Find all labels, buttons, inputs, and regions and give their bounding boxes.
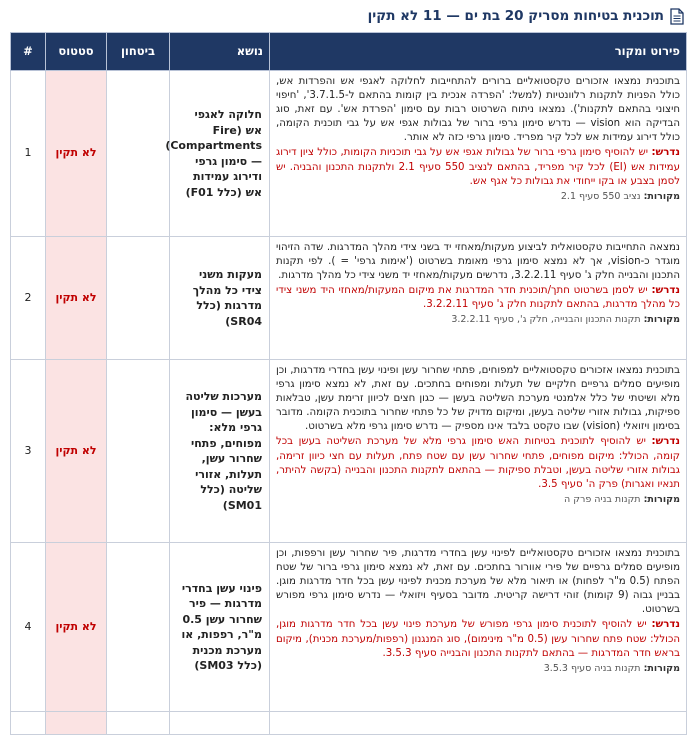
table-row — [11, 360, 687, 543]
sources-text: תקנות בניה סעיף 3.5.3 — [543, 662, 641, 674]
report-header — [0, 0, 694, 32]
reference-cell — [107, 71, 170, 237]
status-badge: לא תקין — [46, 237, 107, 360]
requirement-note — [276, 146, 680, 188]
requirement-text: יש להוסיף סימון גרפי ברור של גבולות אגפי אש על גבי תוכניות הקומות, כולל ציון דירוג עמידות אש (EI) לכל קיר מפריד, בהתאם לנציב 550 סעיף 2.1 ולתקנות התכנון והבניה. יש לסמן בצבע או בקו ייחודי את גבולות כל אגף אש. — [276, 147, 680, 187]
sources-text: תקנות בניה פרק ה — [564, 493, 641, 505]
status-badge: לא תקין — [46, 543, 107, 712]
subject-cell — [170, 712, 270, 735]
sources-label: מקורות: — [643, 662, 680, 674]
finding-text: בתוכנית נמצאו אזכורים טקסטואליים למפוחים, פתחי שחרור עשן ופינוי עשן בחדרי מדרגות, וכן מופיעים סמלים גרפיים חלקיים של תעלות ומפוחים בחתכים. עם זאת, לא נמצא סימון גרפי מלא ושיטתי של כלל אלמנטי מערכת השליטה בעשן — כגון חצים לכיוון זרימת עשן, טבלאות ספיקות, גבולות אזורי שליטה בעשן, ומיקום מדויק של כל פתחי שחרור בתוכנית הקומה. מדובר בסימון ויזואלי (vision) שבו טקסט בלבד אינו מספיק — נדרש סימון גרפי מלא בשרטוט. — [276, 365, 680, 433]
requirement-text: יש להוסיף לתוכנית בטיחות האש סימון גרפי מלא של מערכת השליטה בעשן בכל קומה, הכולל: מיקום מפוחים, פתחי שחרור עשן עם שטח פתח, תעלות עם חצי כיוון זרימה, גבולות אזורי שליטה בעשן, וטבלת ספיקות — בהתאם לתקנות התכנון והבנייה (בקשה להיתר, תנאיו ואגרות) פרק ה' סעיף 3.5. — [276, 436, 680, 490]
requirement-note — [276, 284, 680, 312]
sources-line — [276, 313, 680, 327]
sources-label: מקורות: — [643, 190, 680, 202]
subject-cell: חלוקה לאגפי אש (Fire Compartments) — סימון גרפי ודירוג עמידות אש (כלל F01) — [170, 71, 270, 237]
requirement-label: נדרש: — [651, 147, 680, 159]
sources-label: מקורות: — [643, 493, 680, 505]
requirement-text: יש לסמן בשרטוט חתך/תוכנית חדר המדרגות את מיקום המעקות/מאחזי היד משני צידי כל מהלך מדרגות, בהתאם לתקנות חלק ג' סעיף 3.2.2.11. — [276, 285, 680, 311]
details-cell — [270, 237, 687, 360]
report-title: תוכנית בטיחות מסריק 20 בת ים — 11 לא תקין — [367, 8, 664, 24]
finding-text: נמצאה התחייבות טקסטואלית לביצוע מעקות/מאחזי יד בשני צידי מהלך המדרגות. שדה הזיהוי מוגדר כ-vision, אך לא נמצא סימון גרפי מאומת בשרטוט ('אימות גרפי' = ). לפי תקנות התכנון והבנייה חלק ג' סעיף 3.2.2.11, נדרשים מעקות/מאחזי יד משני צידי כל מהלך מדרגות. — [276, 242, 680, 282]
status-cell — [46, 712, 107, 735]
column-header-reference: ביטחון — [107, 33, 170, 71]
column-header-status: סטטוס — [46, 33, 107, 71]
sources-line — [276, 662, 680, 676]
requirement-label: נדרש: — [651, 619, 680, 631]
reference-cell — [107, 712, 170, 735]
table-row — [11, 71, 687, 237]
finding-text: בתוכנית נמצאו אזכורים טקסטואליים לפינוי עשן בחדרי מדרגות, פיר שחרור עשן ורפפות, וכן מופיעים סמלים גרפיים של פירי אוורור בחתכים. עם זאת, לא נמצא סימון גרפי ברור של שטח הפתח (0.5 מ"ר לפחות) או תיאור מלא של מערכת מכנית לפינוי עשן בכל חדר מדרגות מוגן. בבניין גבוה (9 קומות) זוהי דרישה קריטית. מדובר בסעיף ויזואלי — נדרש סימון גרפי מפורש בשרטוט. — [276, 548, 680, 616]
table-header-row — [11, 33, 687, 71]
sources-text: נציב 550 סעיף 2.1 — [560, 190, 641, 202]
reference-cell — [107, 237, 170, 360]
status-badge: לא תקין — [46, 71, 107, 237]
requirement-label: נדרש: — [651, 285, 680, 297]
column-header-subject: נושא — [170, 33, 270, 71]
row-number: 1 — [11, 71, 46, 237]
subject-cell: מעקות משני צידי כל מהלך מדרגות (כלל SR04) — [170, 237, 270, 360]
reference-cell — [107, 360, 170, 543]
requirement-label: נדרש: — [651, 436, 680, 448]
column-header-number: # — [11, 33, 46, 71]
requirement-note — [276, 618, 680, 660]
row-number: 2 — [11, 237, 46, 360]
subject-cell: מערכות שליטה בעשן — סימון גרפי מלא: מפוחים, פתחי שחרור עשן, תעלות, אזורי שליטה (כלל SM01) — [170, 360, 270, 543]
finding-text: בתוכנית נמצאו אזכורים טקסטואליים ברורים להתחייבות לחלוקה לאגפי אש והפרדות אש, כולל הפניות לתקנות רלוונטיות (למשל: 'הפרדה אנכית בין קומות בהתאם ל-3.7.1.5', 'חיפוי חיצוני בהתאם לתקנות'). נמצאו ניתוח השרטוט רבות עם סימון 'הפרדת אש'. עם זאת, סוג הבדיקה הוא vision — נדרש סימון גרפי ברור של גבולות אגפי אש על גבי תוכנית הקומה, כולל דירוג עמידות אש לכל קיר מפריד. סימון גרפי כזה לא אותר. — [276, 76, 680, 144]
sources-line — [276, 493, 680, 507]
document-icon — [670, 8, 684, 25]
status-badge: לא תקין — [46, 360, 107, 543]
sources-text: תקנות התכנון והבנייה, חלק ג', סעיף 3.2.2.11 — [451, 314, 641, 326]
table-row — [11, 712, 687, 735]
requirement-text: יש להוסיף לתוכנית סימון גרפי מפורש של מערכת פינוי עשן בכל חדר מדרגות מוגן, הכולל: שטח פתח שחרור עשן (0.5 מ"ר מינימום), סוג המנגנון (רפפות/מערכת מכנית), מיקום בראש חדר המדרגות — בהתאם לתקנות התכנון והבנייה סעיף 3.5.3. — [276, 619, 680, 659]
findings-table — [10, 32, 687, 735]
details-cell — [270, 712, 687, 735]
row-number: 4 — [11, 543, 46, 712]
sources-line — [276, 190, 680, 204]
table-row — [11, 543, 687, 712]
requirement-note — [276, 435, 680, 491]
reference-cell — [107, 543, 170, 712]
table-row — [11, 237, 687, 360]
row-number: 3 — [11, 360, 46, 543]
sources-label: מקורות: — [643, 314, 680, 326]
row-number-cell — [11, 712, 46, 735]
details-cell — [270, 360, 687, 543]
column-header-details: פירוט ומקור — [270, 33, 687, 71]
details-cell — [270, 71, 687, 237]
details-cell — [270, 543, 687, 712]
subject-cell: פינוי עשן בחדרי מדרגות — פיר שחרור עשן 0.5 מ"ר, רפפות, או מערכת מכנית (כלל SM03) — [170, 543, 270, 712]
